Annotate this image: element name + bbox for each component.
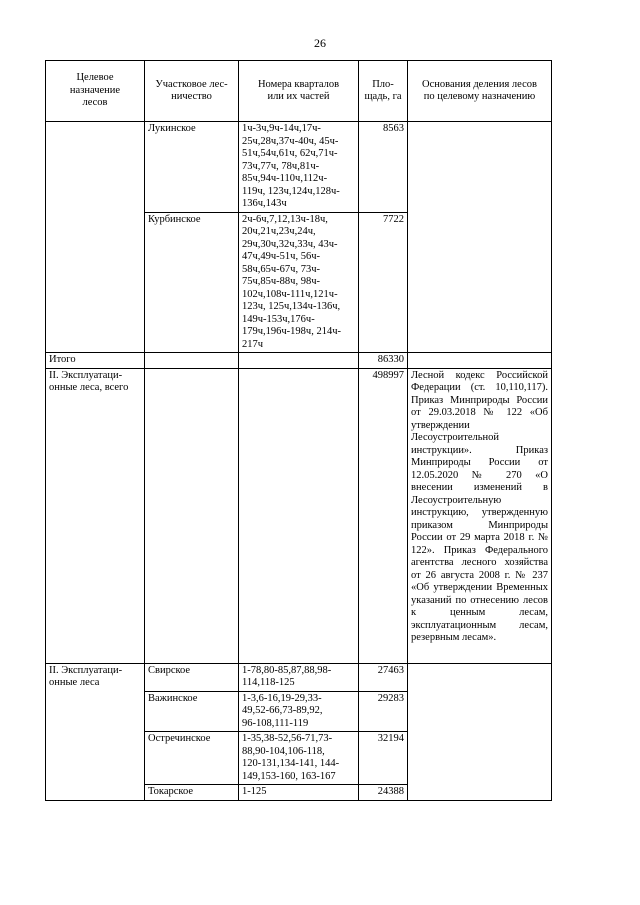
header-forestry: Участковое лес- ничество <box>145 61 239 122</box>
table-row <box>46 663 552 691</box>
purpose-cell-empty <box>46 122 145 353</box>
header-basis: Основания деления лесов по целевому назначению <box>408 61 552 122</box>
header-purpose: Целевое назначение лесов <box>46 61 145 122</box>
quarters-cell: 1-78,80-85,87,88,98- 114,118-125 <box>239 663 359 691</box>
exploitation-total-purpose: II. Эксплуатаци- онные леса, всего <box>46 368 145 663</box>
forestry-cell: Свирское <box>145 663 239 691</box>
page-number: 26 <box>314 36 326 50</box>
exploitation-total-area: 498997 <box>359 368 408 663</box>
basis-cell-empty <box>408 122 552 353</box>
area-cell: 29283 <box>359 691 408 732</box>
forest-purpose-table <box>45 60 552 801</box>
total-label: Итого <box>46 353 145 369</box>
forestry-cell: Лукинское <box>145 122 239 213</box>
quarters-cell: 1-125 <box>239 785 359 801</box>
exploitation-basis: Лесной кодекс Российской Федерации (ст. 10,110,117). Приказ Минприроды России от 29.03.2018 № 122 «Об утверждении Лесоустроительной инструкции». Приказ Минприроды России от 12.05.2020 № 270 «О внесении изменений в Лесоустроительную инструкцию, утвержденную приказом Минприроды России от 29 марта 2018 г. № 122». Приказ Федерального агентства лесного хозяйства от 26 августа 2008 г. № 237 «Об утверждении Временных указаний по отнесению лесов к ценным лесам, эксплуатационным лесам, резервным лесам». <box>408 368 552 663</box>
quarters-cell: 1-35,38-52,56-71,73- 88,90-104,106-118, 120-131,134-141, 144- 149,153-160, 163-167 <box>239 732 359 785</box>
total-row <box>46 353 552 369</box>
table-row <box>46 122 552 213</box>
exploitation-total-row <box>46 368 552 663</box>
forestry-cell: Важинское <box>145 691 239 732</box>
total-area: 86330 <box>359 353 408 369</box>
area-cell: 32194 <box>359 732 408 785</box>
quarters-cell: 2ч-6ч,7,12,13ч-18ч, 20ч,21ч,23ч,24ч, 29ч,30ч,32ч,33ч, 43ч- 47ч,49ч-51ч, 56ч- 58ч,65ч-67ч, 73ч- 75ч,85ч-88ч, 98ч- 102ч,108ч-111ч,121ч- 123ч, 125ч,134ч-136ч, 149ч-153ч,176ч- 179ч,196ч-198ч, 214ч- 217ч <box>239 212 359 353</box>
quarters-cell: 1ч-3ч,9ч-14ч,17ч- 25ч,28ч,37ч-40ч, 45ч- 51ч,54ч,61ч, 62ч,71ч- 73ч,77ч, 78ч,81ч- 85ч,94ч-110ч,112ч- 119ч, 123ч,124ч,128ч- 136ч,143ч <box>239 122 359 213</box>
table-header-row <box>46 61 552 122</box>
basis-cell-empty <box>408 663 552 800</box>
area-cell: 27463 <box>359 663 408 691</box>
header-quarters: Номера кварталов или их частей <box>239 61 359 122</box>
area-cell: 24388 <box>359 785 408 801</box>
header-area: Пло- щадь, га <box>359 61 408 122</box>
area-cell: 8563 <box>359 122 408 213</box>
forestry-cell: Токарское <box>145 785 239 801</box>
forestry-cell: Остречинское <box>145 732 239 785</box>
quarters-cell: 1-3,6-16,19-29,33- 49,52-66,73-89,92, 96-108,111-119 <box>239 691 359 732</box>
forestry-cell: Курбинское <box>145 212 239 353</box>
area-cell: 7722 <box>359 212 408 353</box>
exploitation-purpose: II. Эксплуатаци- онные леса <box>46 663 145 800</box>
